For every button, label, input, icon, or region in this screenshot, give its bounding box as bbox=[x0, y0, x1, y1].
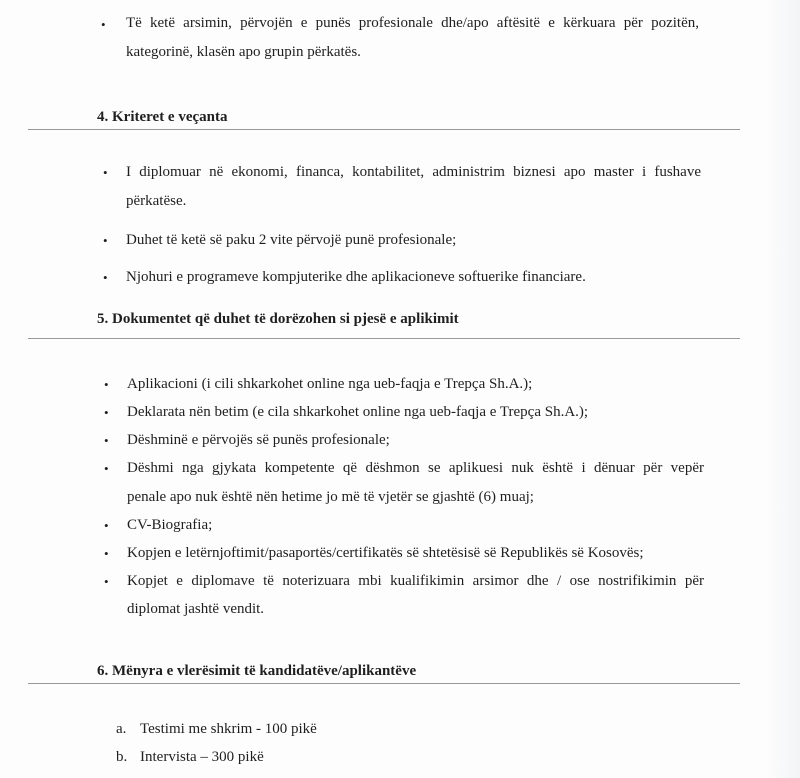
documents-item-3: Dëshminë e përvojës së punës profesionale; bbox=[127, 432, 390, 448]
bullet-icon: • bbox=[103, 165, 108, 180]
section-5-heading: 5. Dokumentet që duhet të dorëzohen si pjesë e aplikimit bbox=[97, 311, 459, 327]
bullet-icon: • bbox=[104, 433, 109, 448]
bullet-icon: • bbox=[103, 270, 108, 285]
documents-item-6: Kopjen e letërnjoftimit/pasaportës/certifikatës së shtetësisë së Republikës së Kosovës; bbox=[127, 545, 644, 561]
bullet-icon: • bbox=[104, 461, 109, 476]
criteria-item-1-line2: përkatëse. bbox=[126, 193, 187, 209]
section-4-heading: 4. Kriteret e veçanta bbox=[97, 109, 228, 125]
evaluation-item-1: Testimi me shkrim - 100 pikë bbox=[140, 721, 317, 737]
documents-item-7-line1: Kopjet e diplomave të noterizuara mbi kualifikimin arsimor dhe / ose nostrifikimin për bbox=[127, 573, 704, 589]
criteria-item-2: Duhet të ketë së paku 2 vite përvojë punë profesionale; bbox=[126, 232, 457, 248]
documents-item-2: Deklarata nën betim (e cila shkarkohet online nga ueb-faqja e Trepça Sh.A.); bbox=[127, 404, 589, 420]
documents-item-7-line2: diplomat jashtë vendit. bbox=[127, 601, 265, 617]
evaluation-item-2: Intervista – 300 pikë bbox=[140, 749, 264, 765]
documents-item-5: CV-Biografia; bbox=[127, 517, 213, 533]
scan-edge-shadow bbox=[766, 0, 800, 778]
bullet-icon: • bbox=[104, 574, 109, 589]
bullet-icon: • bbox=[104, 405, 109, 420]
bullet-icon: • bbox=[101, 17, 106, 32]
top-item-line2: kategorinë, klasën apo grupin përkatës. bbox=[126, 44, 361, 60]
bullet-icon: • bbox=[104, 377, 109, 392]
list-marker-b: b. bbox=[116, 749, 128, 765]
bullet-icon: • bbox=[103, 233, 108, 248]
bullet-icon: • bbox=[104, 518, 109, 533]
section-5-rule bbox=[28, 338, 740, 339]
top-item-line1: Të ketë arsimin, përvojën e punës profesionale dhe/apo aftësitë e kërkuara për pozitën, bbox=[126, 15, 699, 31]
documents-item-4-line1: Dëshmi nga gjykata kompetente që dëshmon se aplikuesi nuk është i dënuar për vepër bbox=[127, 460, 704, 476]
section-6-heading: 6. Mënyra e vlerësimit të kandidatëve/aplikantëve bbox=[97, 663, 417, 679]
bullet-icon: • bbox=[104, 546, 109, 561]
documents-item-4-line2: penale apo nuk është nën hetime jo më të vjetër se gjashtë (6) muaj; bbox=[127, 489, 534, 505]
criteria-item-3: Njohuri e programeve kompjuterike dhe aplikacioneve softuerike financiare. bbox=[126, 269, 586, 285]
list-marker-a: a. bbox=[116, 721, 127, 737]
documents-item-1: Aplikacioni (i cili shkarkohet online nga ueb-faqja e Trepça Sh.A.); bbox=[127, 376, 533, 392]
section-6-rule bbox=[28, 683, 740, 684]
criteria-item-1-line1: I diplomuar në ekonomi, financa, kontabilitet, administrim biznesi apo master i fushave bbox=[126, 164, 701, 180]
section-4-rule bbox=[28, 129, 740, 130]
